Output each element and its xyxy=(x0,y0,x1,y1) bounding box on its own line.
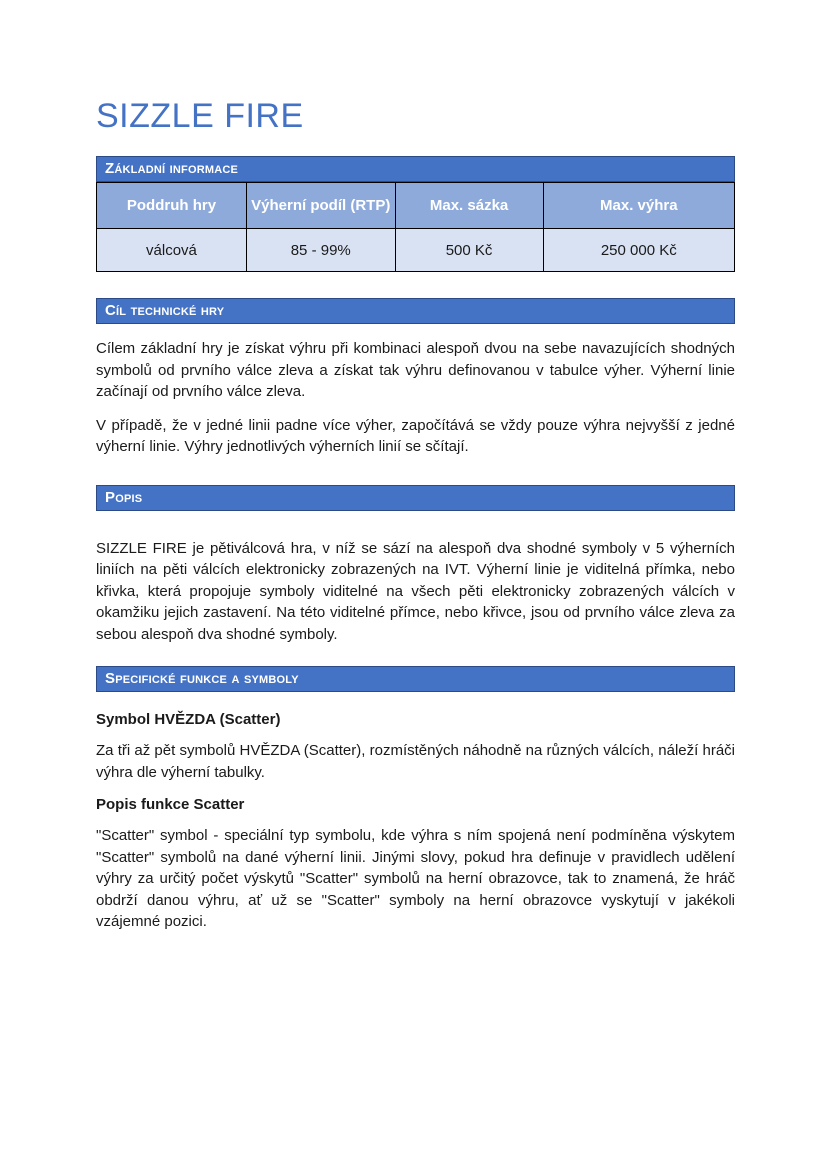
scatter-symbol-paragraph: Za tři až pět symbolů HVĚZDA (Scatter), rozmístěných náhodně na různých válcích, náleží hráči výhra dle výherní tabulky. xyxy=(96,742,735,781)
scatter-function-heading: Popis funkce Scatter xyxy=(96,796,245,813)
table-cell-poddruh-hry: válcová xyxy=(97,229,247,272)
table-header-row xyxy=(97,183,735,229)
section-bar-specific-functions xyxy=(96,666,735,692)
section-bar-basic-info xyxy=(96,156,735,182)
table-header-cell-rtp: Výherní podíl (RTP) xyxy=(246,183,395,229)
description-paragraph: SIZZLE FIRE je pětiválcová hra, v níž se sází na alespoň dva shodné symboly v 5 výherních liniích na pěti válcích elektronicky zobrazených na IVT. Výherní linie je viditelná přímka, nebo křivka, která propojuje symboly viditelné na všech pěti elektronicky zobrazených válcích v okamžiku jejich zastavení. Na této viditelné přímce, nebo křivce, jsou od prvního válce zleva za sebou alespoň dva shodné symboly. xyxy=(96,539,735,643)
section-bar-goal xyxy=(96,298,735,324)
goal-paragraph-2: V případě, že v jedné linii padne více výher, započítává se vždy pouze výhra nejvyšší z jedné výherní linie. Výhry jednotlivých výherních linií se sčítají. xyxy=(96,416,735,455)
section-label-goal: Cíl technické hry xyxy=(105,302,225,319)
table-header-cell-max-sazka: Max. sázka xyxy=(395,183,543,229)
section-label-basic-info: Základní informace xyxy=(105,160,239,177)
table-cell-rtp: 85 - 99% xyxy=(246,229,395,272)
section-label-specific-functions: Specifické funkce a symboly xyxy=(105,670,299,687)
table-row xyxy=(97,229,735,272)
section-bar-description xyxy=(96,485,735,511)
scatter-symbol-heading: Symbol HVĚZDA (Scatter) xyxy=(96,711,281,728)
section-label-description: Popis xyxy=(105,488,143,506)
table-header-cell-max-vyhra: Max. výhra xyxy=(543,183,734,229)
scatter-function-paragraph: "Scatter" symbol - speciální typ symbolu, kde výhra s ním spojená není podmíněna výskytem "Scatter" symbolů na dané výherní linii. Jinými slovy, pokud hra definuje v pravidlech udělení výhry za určitý počet výskytů "Scatter" symbolů na herní obrazovce, tak to znamená, že hráč obdrží danou výhru, ať už se "Scatter" symboly na herní obrazovce vyskytují v jakékoli vzájemné pozici. xyxy=(96,827,735,930)
goal-paragraph-1: Cílem základní hry je získat výhru při kombinaci alespoň dvou na sebe navazujících shodných symbolů od prvního válce zleva a získat tak výhru definovanou v tabulce výher. Výherní linie začínají od prvního válce zleva. xyxy=(96,340,735,400)
page-title: SIZZLE FIRE xyxy=(96,97,304,135)
table-header-cell-poddruh-hry: Poddruh hry xyxy=(97,183,247,229)
basic-info-table xyxy=(96,182,735,272)
table-cell-max-vyhra: 250 000 Kč xyxy=(543,229,734,272)
table-cell-max-sazka: 500 Kč xyxy=(395,229,543,272)
